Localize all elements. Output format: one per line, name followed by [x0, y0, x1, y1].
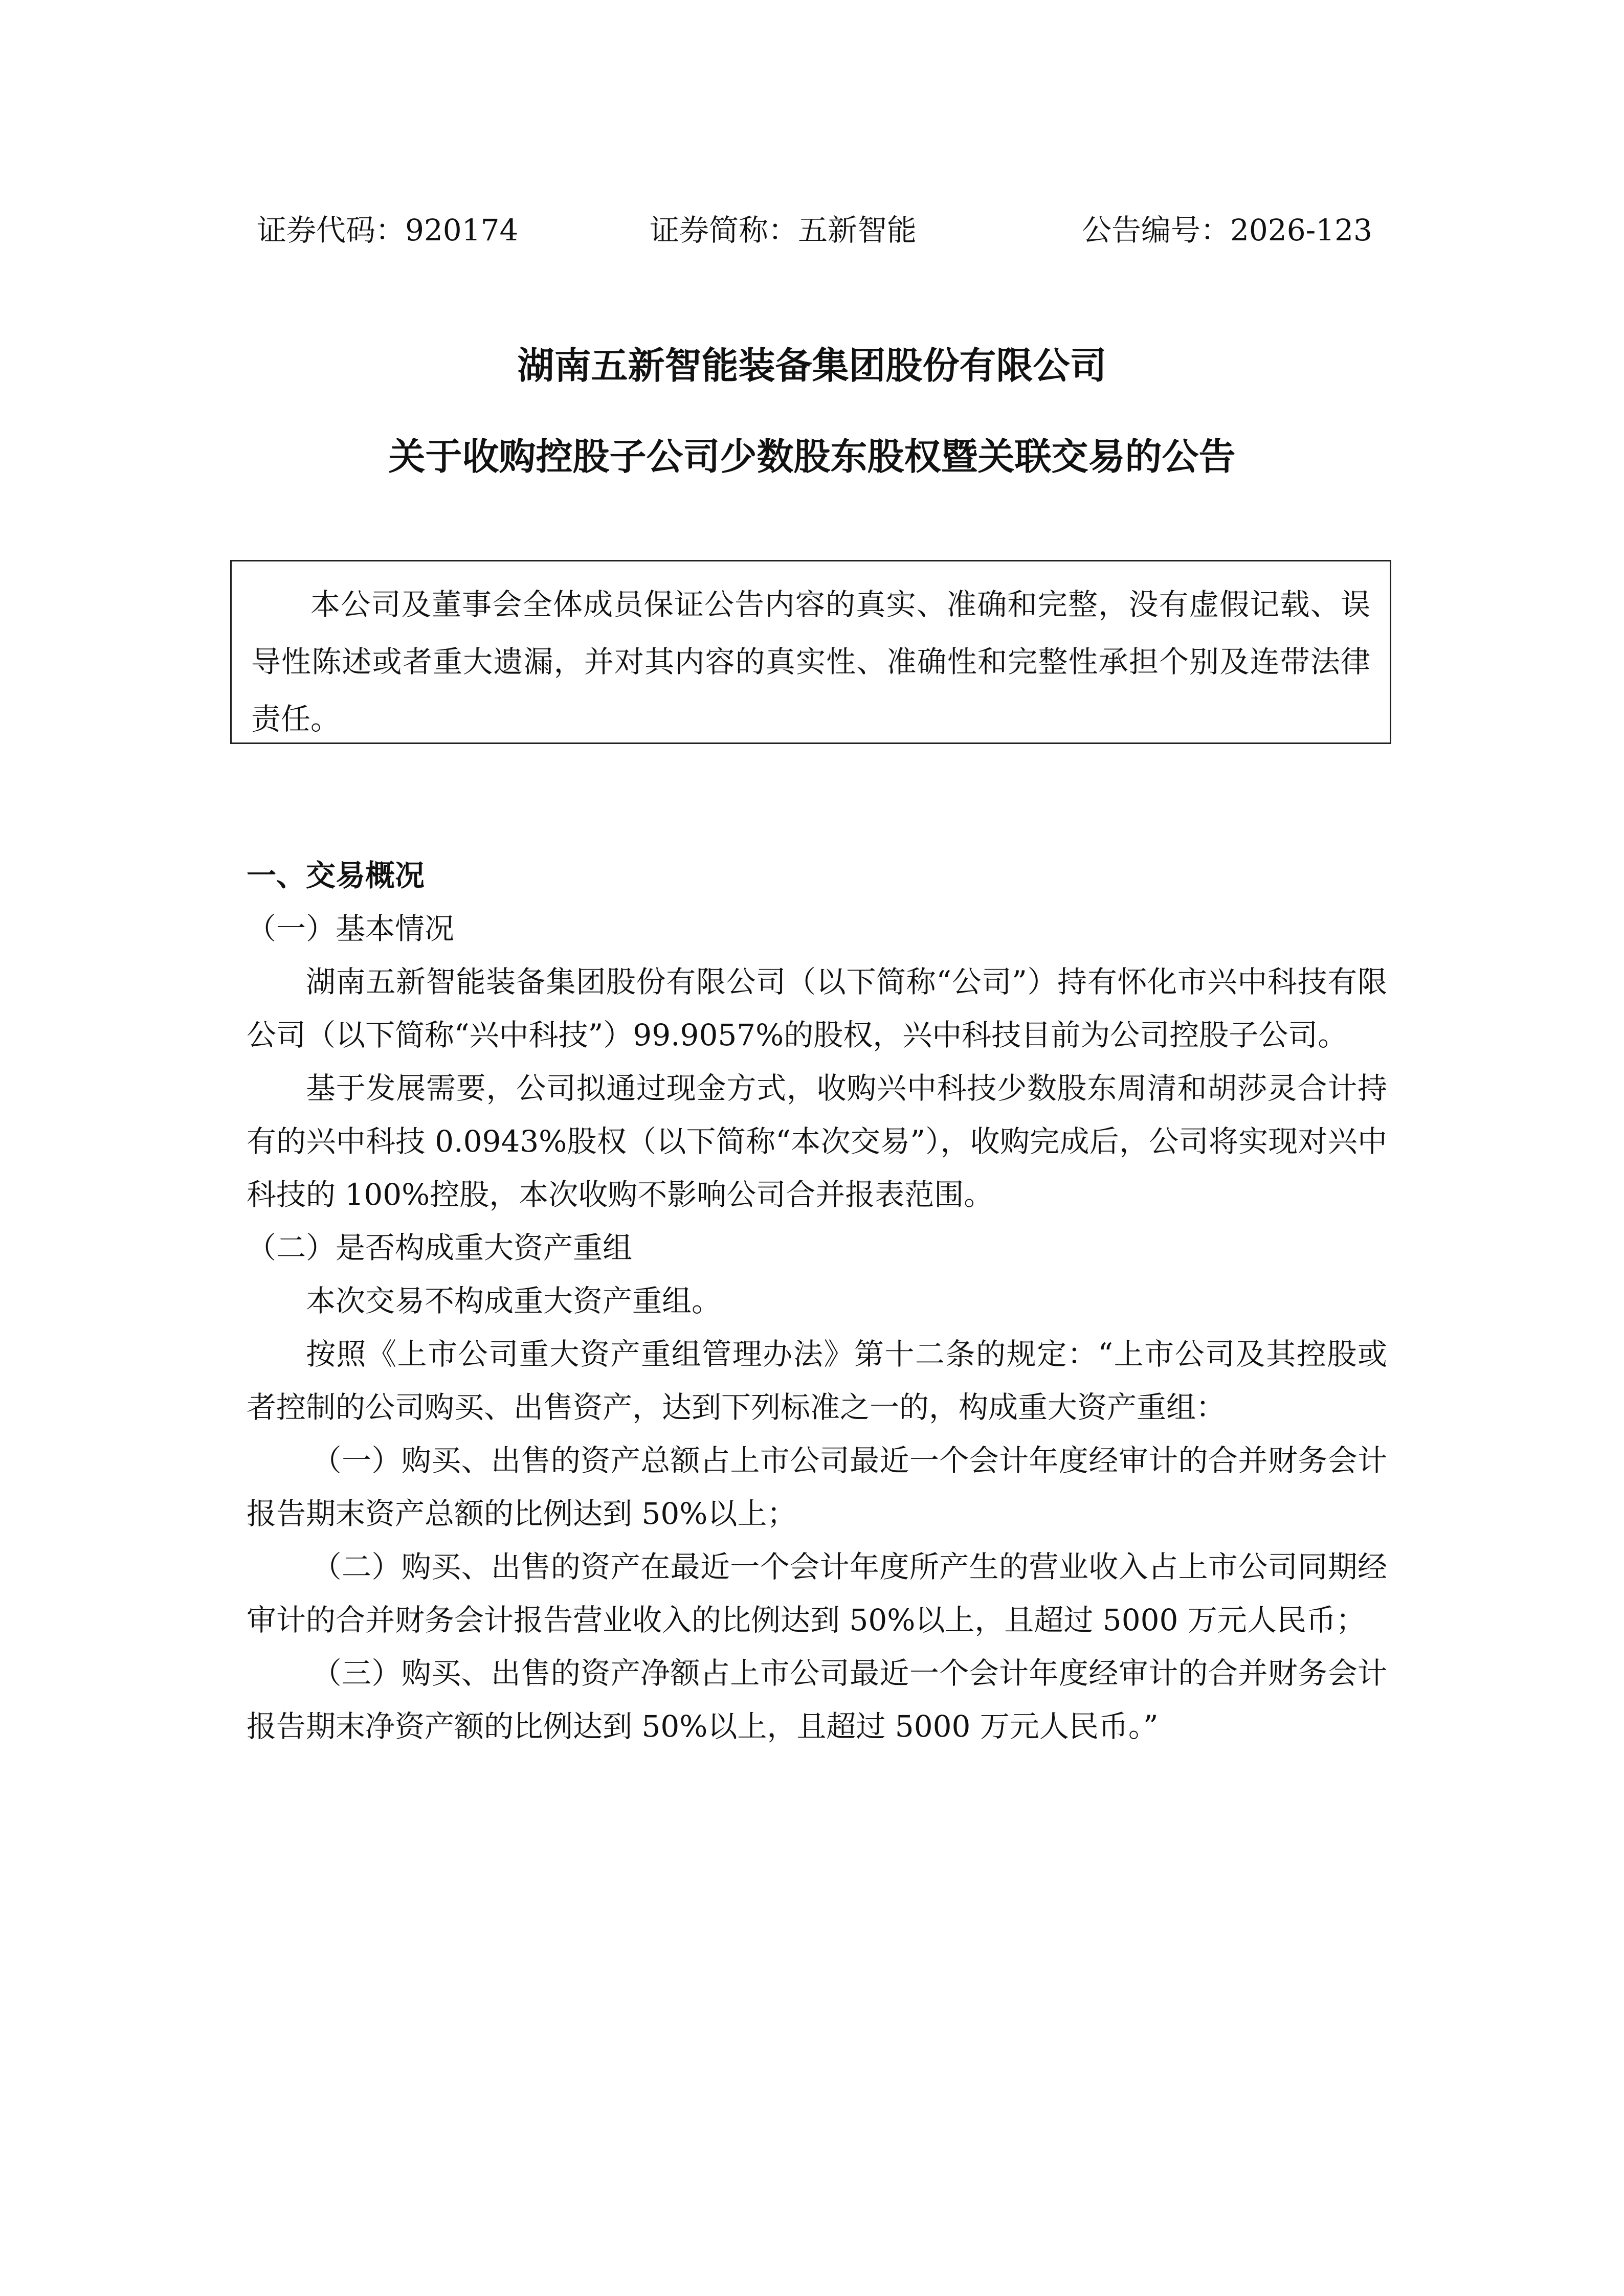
document-body	[247, 849, 1387, 1753]
subsection-heading: （二）是否构成重大资产重组	[247, 1230, 633, 1265]
board-statement-box: 本公司及董事会全体成员保证公告内容的真实、准确和完整，没有虚假记载、误导性陈述或者重大遗漏，并对其内容的真实性、准确性和完整性承担个别及连带法律责任。	[230, 560, 1391, 744]
security-short-name: 证券简称：五新智能	[650, 213, 917, 247]
paragraph: 按照《上市公司重大资产重组管理办法》第十二条的规定：“上市公司及其控股或者控制的公司购买、出售资产，达到下列标准之一的，构成重大资产重组：	[247, 1337, 1387, 1425]
company-title: 湖南五新智能装备集团股份有限公司	[517, 344, 1107, 387]
announcement-header	[0, 205, 1624, 256]
clause-item: （一）购买、出售的资产总额占上市公司最近一个会计年度经审计的合并财务会计报告期末资产总额的比例达到 50%以上；	[247, 1443, 1387, 1531]
section-heading: 一、交易概况	[247, 858, 425, 893]
paragraph: 本次交易不构成重大资产重组。	[306, 1284, 722, 1318]
clause-item: （二）购买、出售的资产在最近一个会计年度所产生的营业收入占上市公司同期经审计的合并财务会计报告营业收入的比例达到 50%以上，且超过 5000 万元人民币；	[247, 1549, 1387, 1637]
clause-item: （三）购买、出售的资产净额占上市公司最近一个会计年度经审计的合并财务会计报告期末净资产额的比例达到 50%以上，且超过 5000 万元人民币。”	[247, 1656, 1387, 1744]
paragraph: 湖南五新智能装备集团股份有限公司（以下简称“公司”）持有怀化市兴中科技有限公司（以下简称“兴中科技”）99.9057%的股权，兴中科技目前为公司控股子公司。	[247, 964, 1387, 1052]
announcement-title: 关于收购控股子公司少数股东股权暨关联交易的公告	[388, 435, 1236, 478]
security-code: 证券代码：920174	[257, 213, 519, 247]
subsection-heading: （一）基本情况	[247, 911, 455, 946]
announcement-number: 公告编号：2026-123	[1082, 213, 1372, 247]
paragraph: 基于发展需要，公司拟通过现金方式，收购兴中科技少数股东周清和胡莎灵合计持有的兴中科技 0.0943%股权（以下简称“本次交易”），收购完成后，公司将实现对兴中科技的 100%控股，本次收购不影响公司合并报表范围。	[247, 1071, 1387, 1212]
